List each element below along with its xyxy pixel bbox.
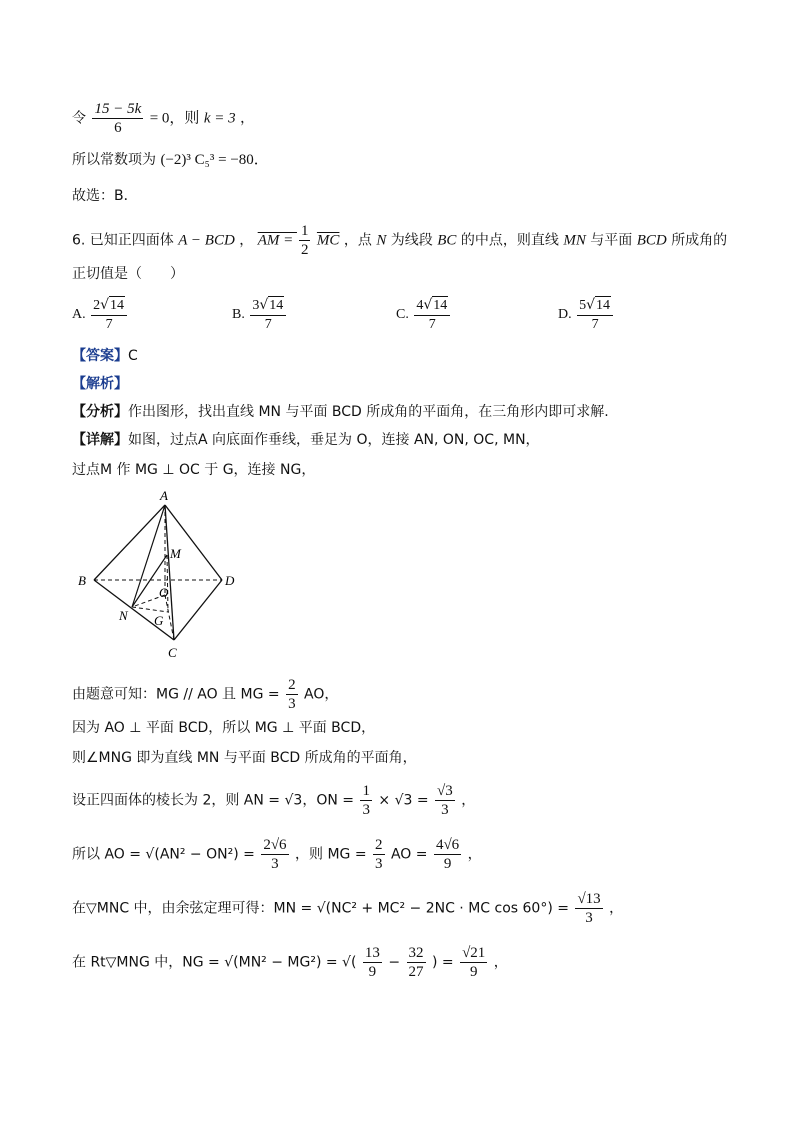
sqrt-icon: √ [586,297,596,313]
numerator: 32 [408,945,424,961]
denominator: 7 [105,317,113,332]
radicand: 14 [433,298,448,313]
numerator: √13 [577,891,601,907]
text: 所以 AO = √(AN² − ON²) = [72,846,260,863]
text: = 0，则 [149,110,200,127]
denominator: 3 [362,802,370,818]
analysis-tag: 【解析】 [72,376,128,392]
text: × √3 = [378,792,434,809]
fraction [577,296,613,334]
denominator: 9 [469,964,478,980]
text: 与平面 [590,232,633,249]
sqrt-icon: √ [100,297,110,313]
label-d: D [225,573,235,588]
sqrt-icon: √ [423,297,433,313]
text: 令 [72,110,86,127]
derivation-line-6 [72,890,623,927]
fraction [299,222,311,259]
analysis-line [72,374,128,394]
denominator: 3 [375,856,383,872]
fraction [407,944,426,981]
radicand: 14 [110,298,125,313]
answer-line [72,346,138,366]
text: AO = [390,846,432,863]
derivation-line-7 [72,944,508,981]
label-g: G [154,613,164,628]
denominator: 6 [114,120,122,136]
fraction [373,836,385,873]
solution-line-3 [72,186,138,206]
fraction [92,100,143,137]
derivation-line-3 [72,748,417,768]
vector-mc: $\overline{MC}$ [316,232,340,249]
edge-ad [165,505,222,580]
xiangjie-tag: 【详解】 [72,432,128,448]
denominator: 9 [368,964,377,980]
text: 作出图形，找出直线 MN 与平面 BCD 所成角的平面角，在三角形内即可求解. [128,404,609,420]
question-6-line-2 [72,264,184,284]
label-o: O [159,585,169,600]
label-m: M [170,546,181,561]
denominator: 3 [271,856,279,872]
text: 故选：B． [72,188,138,204]
fenxi-line [72,402,609,422]
fraction [434,836,461,873]
denominator: 27 [408,964,424,980]
numerator: 4√6 [435,837,460,853]
numerator: √21 [462,945,486,961]
denominator: 3 [288,696,296,712]
math: MN [563,232,586,249]
fenxi-tag: 【分析】 [72,404,128,420]
answer-tag: 【答案】 [72,348,128,364]
numerator: 1 [362,783,370,799]
numerator: 1 [300,223,309,239]
coef: 4 [416,298,424,313]
radicand: 14 [596,298,611,313]
label-n: N [119,608,128,623]
fraction [575,890,602,927]
label-c: C [168,645,177,660]
option-label: C. [396,307,409,323]
numerator: 13 [364,945,380,961]
text: 所以常数项为 [72,152,156,168]
text: 在▽MNC 中，由余弦定理可得：MN = √(NC² + MC² − 2NC · MC cos 60°) = [72,900,574,917]
edge-ac [165,505,174,640]
fraction [286,676,298,713]
math: (−2)³ C₅³ = −80． [160,152,269,168]
tetrahedron-figure [70,485,250,665]
text: ， [493,954,508,971]
text: 因为 AO ⊥ 平面 BCD，所以 MG ⊥ 平面 BCD， [72,720,376,736]
option-c [396,296,452,334]
numerator: 2 [375,837,383,853]
text: 如图，过点A 向底面作垂线，垂足为 O，连接 AN, ON, OC, MN， [128,432,540,448]
math: BC [437,232,457,249]
denominator: 2 [300,242,309,258]
fraction [435,782,455,819]
math: A − BCD [178,232,235,249]
fraction [261,836,288,873]
text: ， [240,110,255,127]
radicand: 14 [269,298,284,313]
derivation-line-1 [72,676,338,713]
denominator: 7 [428,317,436,332]
text: 设正四面体的棱长为 2，则 AN = √3，ON = [72,792,359,809]
fraction [363,944,382,981]
text: 由题意可知：MG // AO 且 MG = [72,686,285,703]
numerator: 15 − 5k [94,101,142,117]
text: 为线段 [390,232,433,249]
denominator: 3 [441,802,449,818]
numerator: 2 [288,677,296,693]
text: 6. 已知正四面体 [72,232,174,249]
denominator: 7 [264,317,272,332]
sqrt-icon: √ [259,297,269,313]
fraction [414,296,450,334]
text: 则∠MNG 即为直线 MN 与平面 BCD 所成角的平面角， [72,750,417,766]
fraction [360,782,372,819]
derivation-line-2 [72,718,375,738]
option-label: A. [72,307,86,323]
numerator: √3 [437,783,453,799]
text: 在 Rt▽MNG 中，NG = √(MN² − MG²) = √( [72,954,357,971]
text: 所成角的 [671,232,728,249]
option-a [72,296,129,334]
option-d [558,296,615,334]
question-6-line-1 [72,222,727,259]
math: k = 3 [203,110,236,127]
text: 的中点，则直线 [460,232,559,249]
coef: 2 [93,298,101,313]
text: ， [461,792,476,809]
text: 过点M 作 MG ⊥ OC 于 G，连接 NG， [72,462,316,478]
math: N [376,232,387,249]
derivation-line-4 [72,782,475,819]
text: ， [467,846,482,863]
edge-cd [174,580,222,640]
denominator: 3 [585,910,593,926]
derivation-line-5 [72,836,482,873]
segment-ng [132,607,168,612]
fraction [250,296,286,334]
text: ， [239,232,254,249]
text: ， [609,900,624,917]
fraction [91,296,127,334]
fraction [460,944,487,981]
vector-am: AM = [257,232,297,249]
option-label: B. [232,307,245,323]
text: ，点 [343,232,372,249]
text: 正切值是（ ） [72,266,184,282]
edge-ab [94,505,165,580]
label-a: A [160,488,168,503]
text: AO， [304,686,339,703]
coef: 5 [579,298,587,313]
xiangjie-line [72,430,540,450]
math: BCD [636,232,667,249]
solution-line-2 [72,150,269,170]
solution-line-1 [72,100,254,137]
numerator: 2√6 [263,837,287,853]
construction-line [72,460,315,480]
denominator: 9 [443,856,452,872]
answer-value: C [128,348,138,364]
denominator: 7 [591,317,599,332]
text: ，则 MG = [295,846,372,863]
option-label: D. [558,307,572,323]
text: − [388,954,401,971]
text: ) = [431,954,459,971]
option-b [232,296,288,334]
coef: 3 [252,298,260,313]
label-b: B [78,573,86,588]
